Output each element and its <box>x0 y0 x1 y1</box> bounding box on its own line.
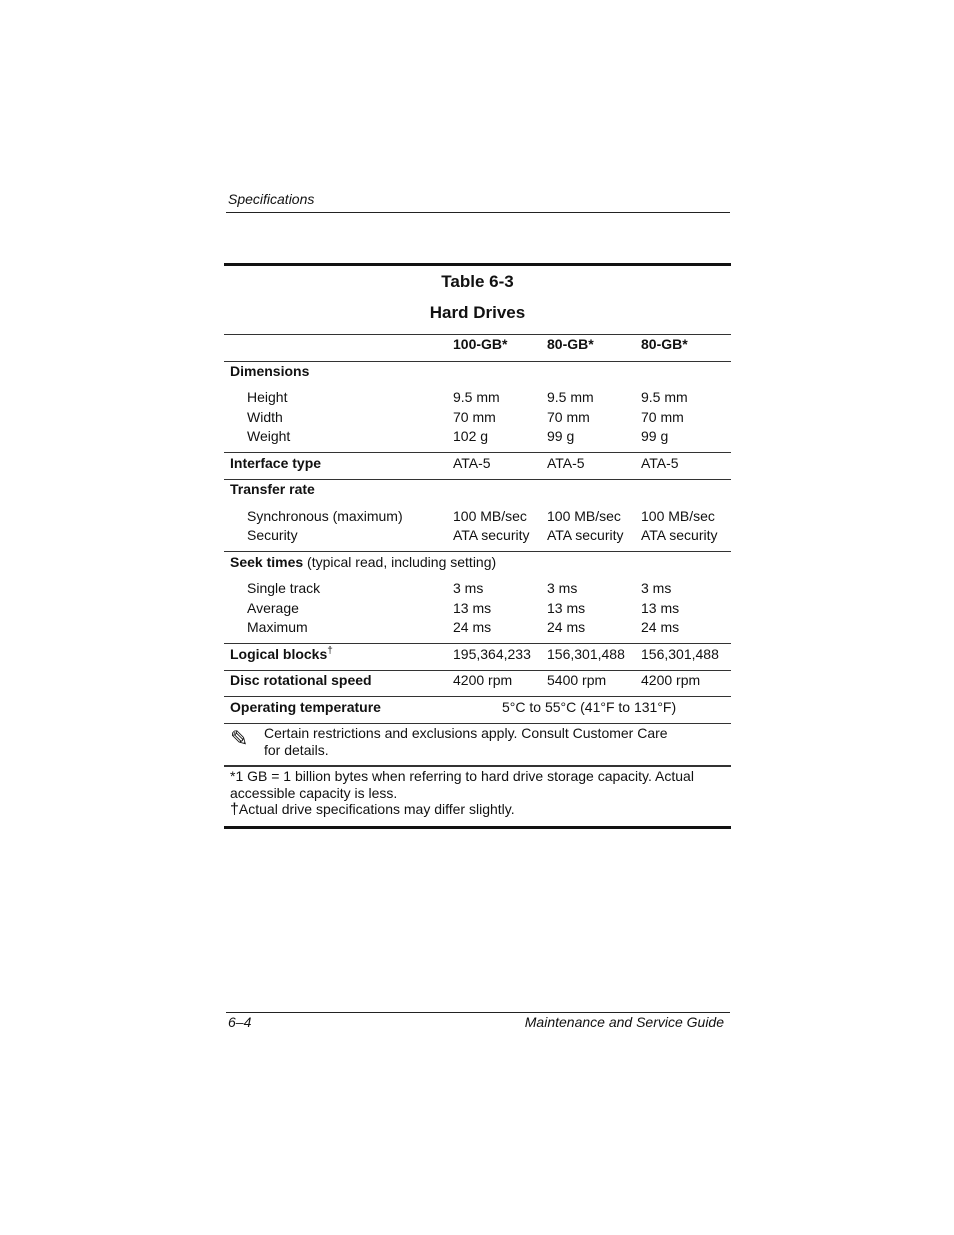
row-label-average: Average <box>247 600 299 616</box>
section-label-seek <box>230 554 496 570</box>
table-title: Hard Drives <box>429 303 526 322</box>
row-rule <box>224 643 731 644</box>
guide-title: Maintenance and Service Guide <box>524 1014 724 1030</box>
cell-weight-3: 99 g <box>641 428 669 444</box>
cell-height-1: 9.5 mm <box>453 389 500 405</box>
cell-logical-2: 156,301,488 <box>547 646 625 662</box>
cell-weight-2: 99 g <box>547 428 575 444</box>
cell-logical-1: 195,364,233 <box>453 646 531 662</box>
row-label-single-track: Single track <box>247 580 321 596</box>
header-row-rule <box>224 361 731 362</box>
footnote-line-2: accessible capacity is less. <box>230 785 398 801</box>
row-label-rotation: Disc rotational speed <box>230 672 372 688</box>
row-label-width: Width <box>247 409 283 425</box>
row-label-logical <box>230 646 333 662</box>
column-header-2: 80-GB* <box>547 336 594 352</box>
column-header-3: 80-GB* <box>641 336 688 352</box>
cell-rotation-2: 5400 rpm <box>547 672 607 688</box>
cell-weight-1: 102 g <box>453 428 489 444</box>
pencil-note-icon: ✎ <box>230 727 249 752</box>
title-rule <box>224 334 731 335</box>
cell-rotation-3: 4200 rpm <box>641 672 701 688</box>
cell-maximum-1: 24 ms <box>453 619 492 635</box>
cell-single-track-2: 3 ms <box>547 580 578 596</box>
footnote-line-1: *1 GB = 1 billion bytes when referring to hard drive storage capacity. Actual <box>230 768 694 784</box>
footnote-line-3 <box>230 801 515 819</box>
seek-label: Seek times <box>230 554 304 570</box>
cell-synchronous-2: 100 MB/sec <box>547 508 621 524</box>
cell-width-1: 70 mm <box>453 409 496 425</box>
cell-maximum-3: 24 ms <box>641 619 680 635</box>
cell-width-3: 70 mm <box>641 409 684 425</box>
logical-label: Logical blocks <box>230 646 328 662</box>
cell-synchronous-1: 100 MB/sec <box>453 508 527 524</box>
table-number: Table 6-3 <box>441 272 514 291</box>
row-rule <box>224 696 731 697</box>
cell-security-2: ATA security <box>547 527 624 543</box>
row-rule <box>224 551 731 552</box>
row-label-security: Security <box>247 527 298 543</box>
row-rule <box>224 479 731 480</box>
row-label-height: Height <box>247 389 288 405</box>
cell-interface-3: ATA-5 <box>641 455 679 471</box>
cell-height-3: 9.5 mm <box>641 389 688 405</box>
cell-rotation-1: 4200 rpm <box>453 672 513 688</box>
footer-rule <box>226 1012 730 1013</box>
section-label-dimensions: Dimensions <box>230 363 310 379</box>
page-number: 6–4 <box>228 1014 252 1030</box>
cell-average-3: 13 ms <box>641 600 680 616</box>
running-head: Specifications <box>228 191 315 207</box>
header-rule <box>226 212 730 213</box>
table-top-rule <box>224 263 731 266</box>
cell-security-3: ATA security <box>641 527 718 543</box>
section-label-transfer: Transfer rate <box>230 481 315 497</box>
cell-maximum-2: 24 ms <box>547 619 586 635</box>
cell-height-2: 9.5 mm <box>547 389 594 405</box>
table-bottom-rule <box>224 826 731 829</box>
cell-average-2: 13 ms <box>547 600 586 616</box>
cell-interface-2: ATA-5 <box>547 455 585 471</box>
row-rule <box>224 670 731 671</box>
cell-interface-1: ATA-5 <box>453 455 491 471</box>
cell-synchronous-3: 100 MB/sec <box>641 508 715 524</box>
note-line-1: Certain restrictions and exclusions apply. Consult Customer Care <box>264 725 668 741</box>
seek-qualifier: (typical read, including setting) <box>303 554 497 570</box>
row-label-operating: Operating temperature <box>230 699 381 715</box>
footnote-text: Actual drive specifications may differ slightly. <box>238 801 515 817</box>
dagger-mark: † <box>327 645 333 657</box>
row-rule <box>224 723 731 724</box>
row-rule <box>224 452 731 453</box>
cell-single-track-1: 3 ms <box>453 580 484 596</box>
note-rule <box>224 765 731 767</box>
cell-security-1: ATA security <box>453 527 530 543</box>
row-label-maximum: Maximum <box>247 619 308 635</box>
row-label-interface: Interface type <box>230 455 322 471</box>
cell-average-1: 13 ms <box>453 600 492 616</box>
footnote-dagger: † <box>230 801 239 818</box>
cell-single-track-3: 3 ms <box>641 580 672 596</box>
row-label-weight: Weight <box>247 428 291 444</box>
cell-width-2: 70 mm <box>547 409 590 425</box>
note-line-2: for details. <box>264 742 329 758</box>
row-label-synchronous: Synchronous (maximum) <box>247 508 403 524</box>
cell-operating: 5°C to 55°C (41°F to 131°F) <box>502 699 677 715</box>
column-header-1: 100-GB* <box>453 336 508 352</box>
cell-logical-3: 156,301,488 <box>641 646 719 662</box>
